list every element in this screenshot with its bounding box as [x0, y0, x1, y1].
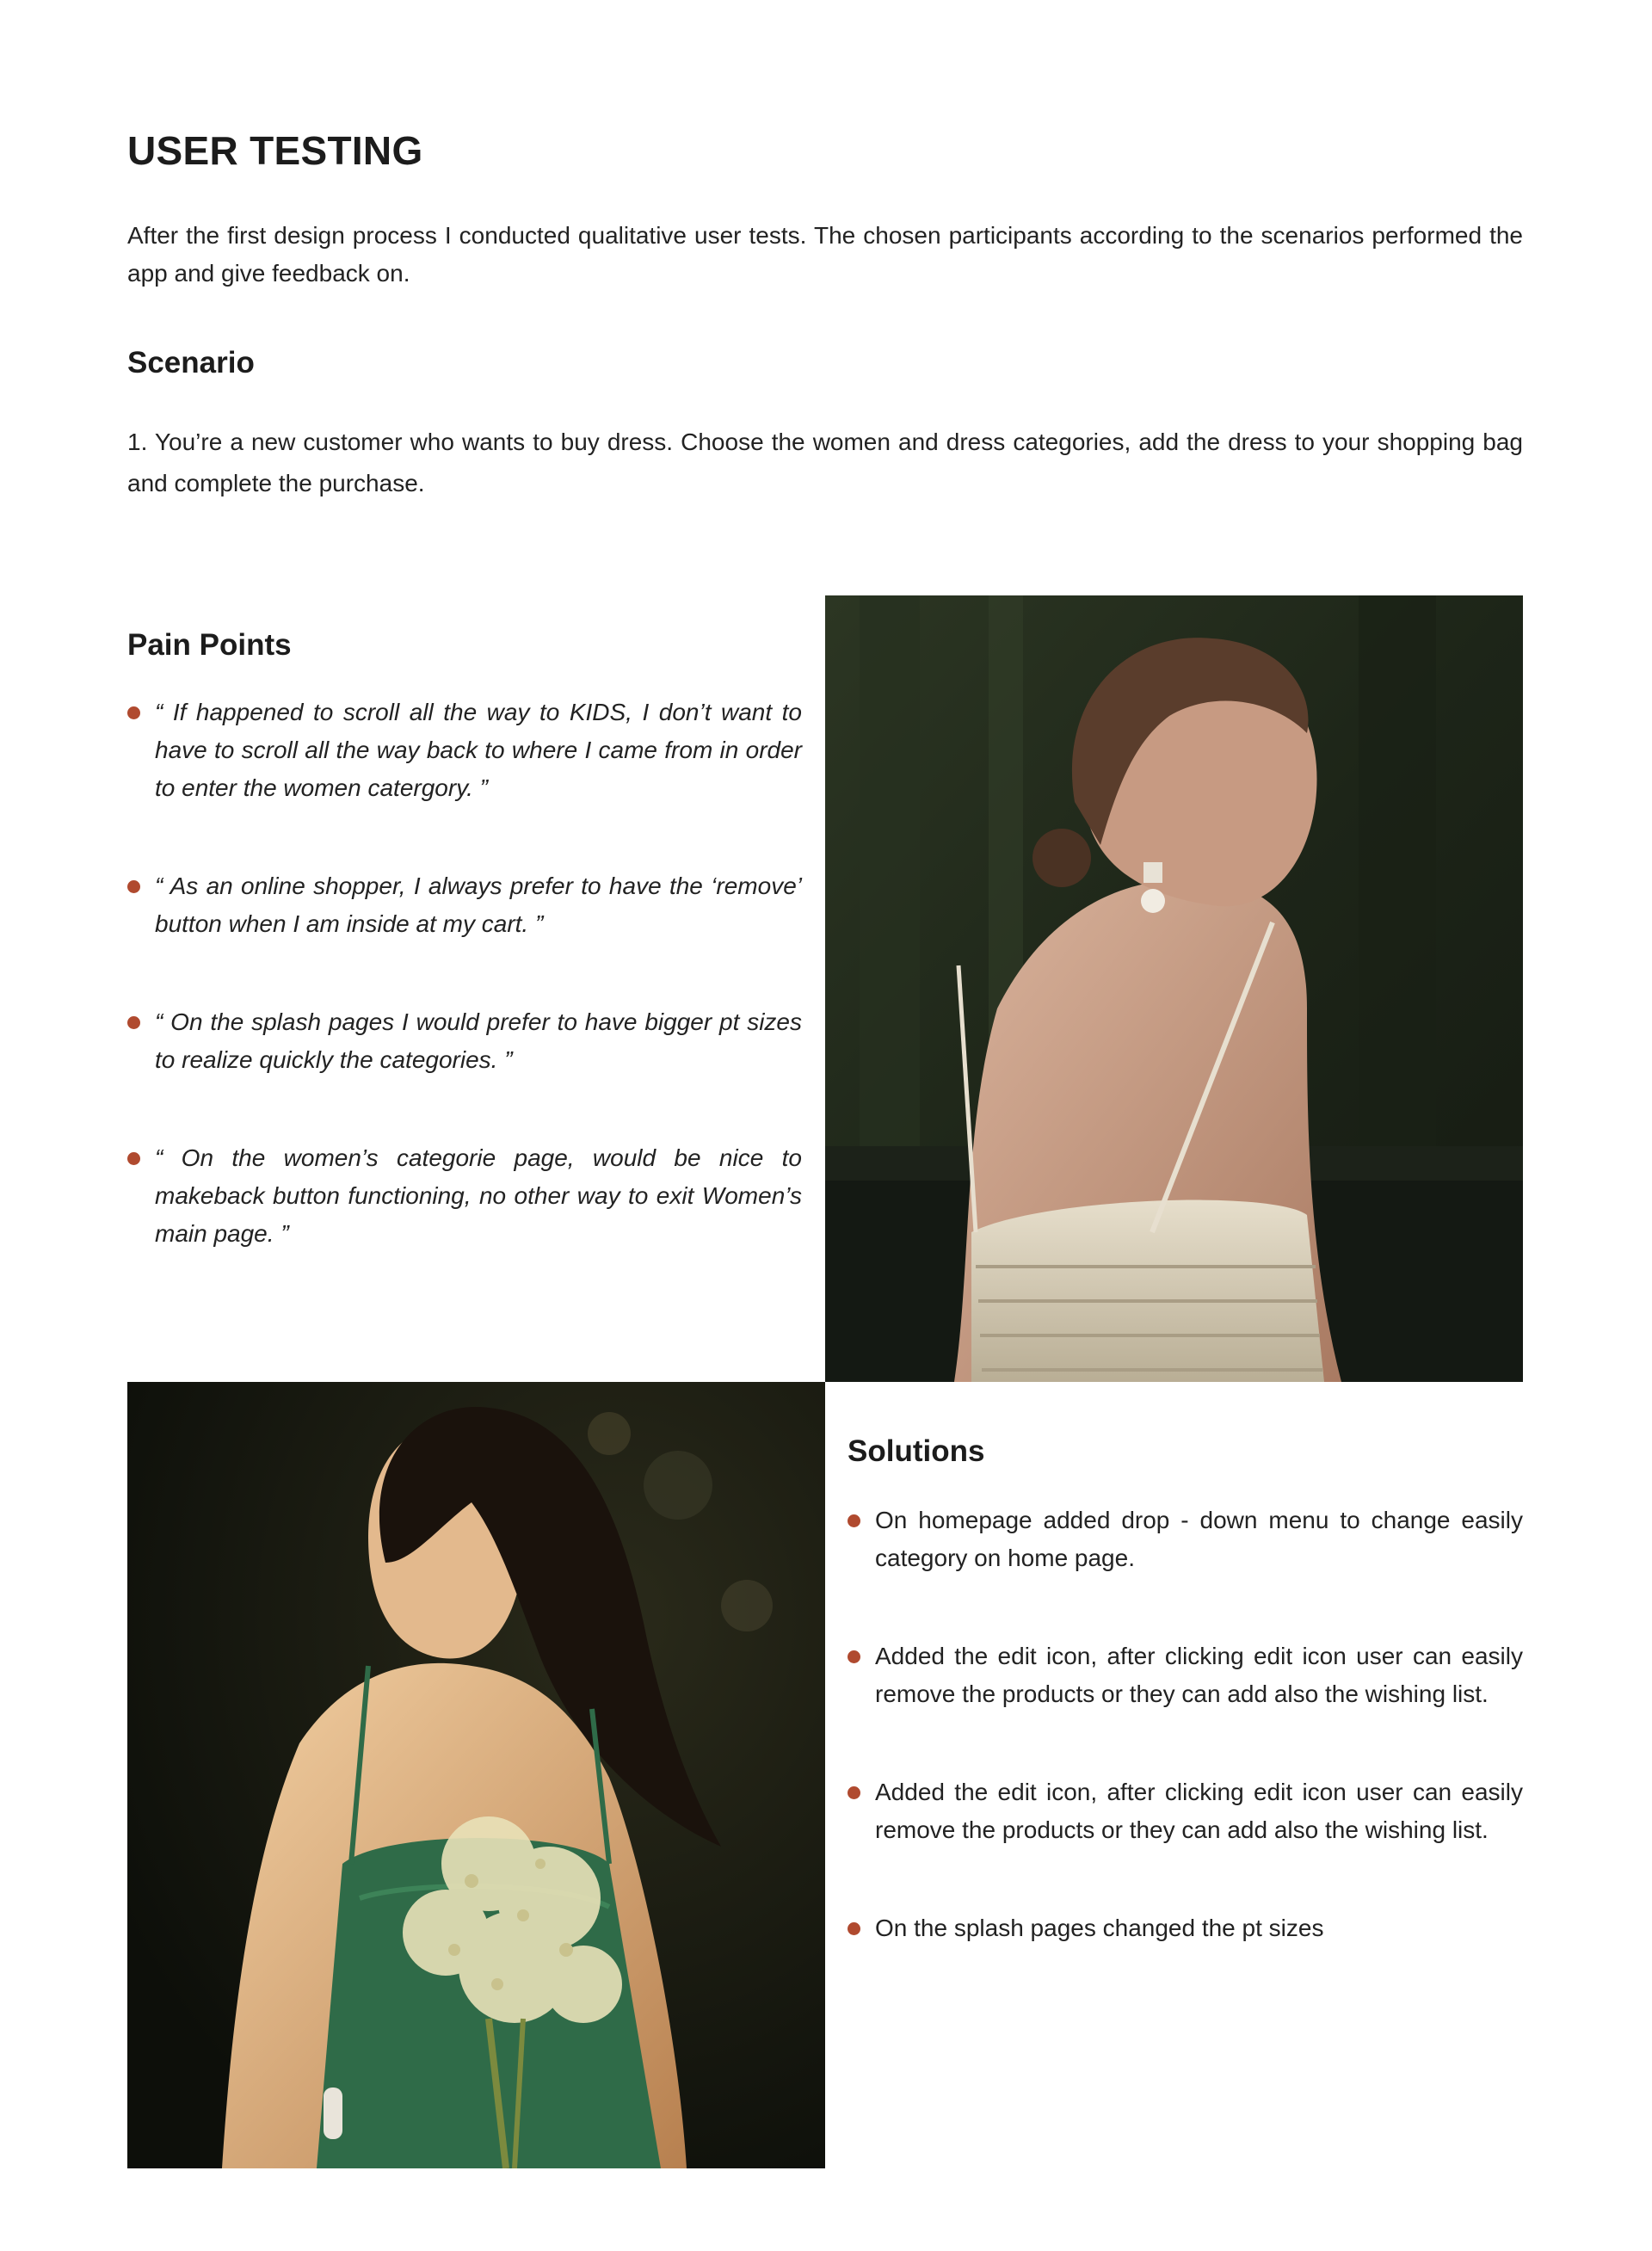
intro-paragraph: After the first design process I conducted qualitative user tests. The chosen participants according to the scenarios performed the app and give feedback on. [127, 222, 1523, 287]
bullet-icon [848, 1650, 860, 1663]
bullet-icon [127, 1152, 140, 1165]
bullet-icon [127, 706, 140, 719]
pain-point-text: “ If happened to scroll all the way to KIDS, I don’t want to have to scroll all the way back to where I came from in order to enter the women catergory. ” [155, 699, 802, 801]
pain-point-text: “ On the women’s categorie page, would be nice to makeback button functioning, no other way to exit Women’s main page. ” [155, 1144, 802, 1247]
pain-point-item [127, 867, 802, 943]
bullet-icon [848, 1922, 860, 1935]
page-title: USER TESTING [127, 128, 423, 173]
photo-woman-flowers [127, 1382, 825, 2168]
solutions-list [848, 1502, 1523, 2007]
solution-item [848, 1637, 1523, 1713]
solution-item [848, 1909, 1523, 1947]
photo-woman-cream-dress-illustration [825, 595, 1523, 1382]
solution-text: On homepage added drop - down menu to change easily category on home page. [875, 1507, 1523, 1571]
solution-text: Added the edit icon, after clicking edit icon user can easily remove the products or they can add also the wishing list. [875, 1779, 1523, 1843]
pain-points-heading: Pain Points [127, 628, 292, 662]
solutions-heading: Solutions [848, 1434, 985, 1468]
bullet-icon [127, 1016, 140, 1029]
photo-woman-cream-dress [825, 595, 1523, 1382]
bullet-icon [848, 1786, 860, 1799]
pain-point-item [127, 1139, 802, 1253]
scenario-text: 1. You’re a new customer who wants to buy dress. Choose the women and dress categories, add the dress to your shopping bag and complete the purchase. [127, 429, 1523, 496]
photo-woman-flowers-illustration [127, 1382, 825, 2168]
solution-text: On the splash pages changed the pt sizes [875, 1915, 1324, 1941]
scenario-heading: Scenario [127, 346, 255, 379]
solution-text: Added the edit icon, after clicking edit icon user can easily remove the products or they can add also the wishing list. [875, 1643, 1523, 1707]
solution-item [848, 1773, 1523, 1849]
solution-item [848, 1502, 1523, 1577]
pain-point-item [127, 1003, 802, 1079]
pain-point-item [127, 694, 802, 807]
pain-point-text: “ As an online shopper, I always prefer to have the ‘remove’ button when I am inside at my cart. ” [155, 873, 802, 937]
bullet-icon [127, 880, 140, 893]
pain-point-text: “ On the splash pages I would prefer to have bigger pt sizes to realize quickly the categories. ” [155, 1008, 802, 1073]
bullet-icon [848, 1514, 860, 1527]
pain-points-list [127, 694, 802, 1313]
